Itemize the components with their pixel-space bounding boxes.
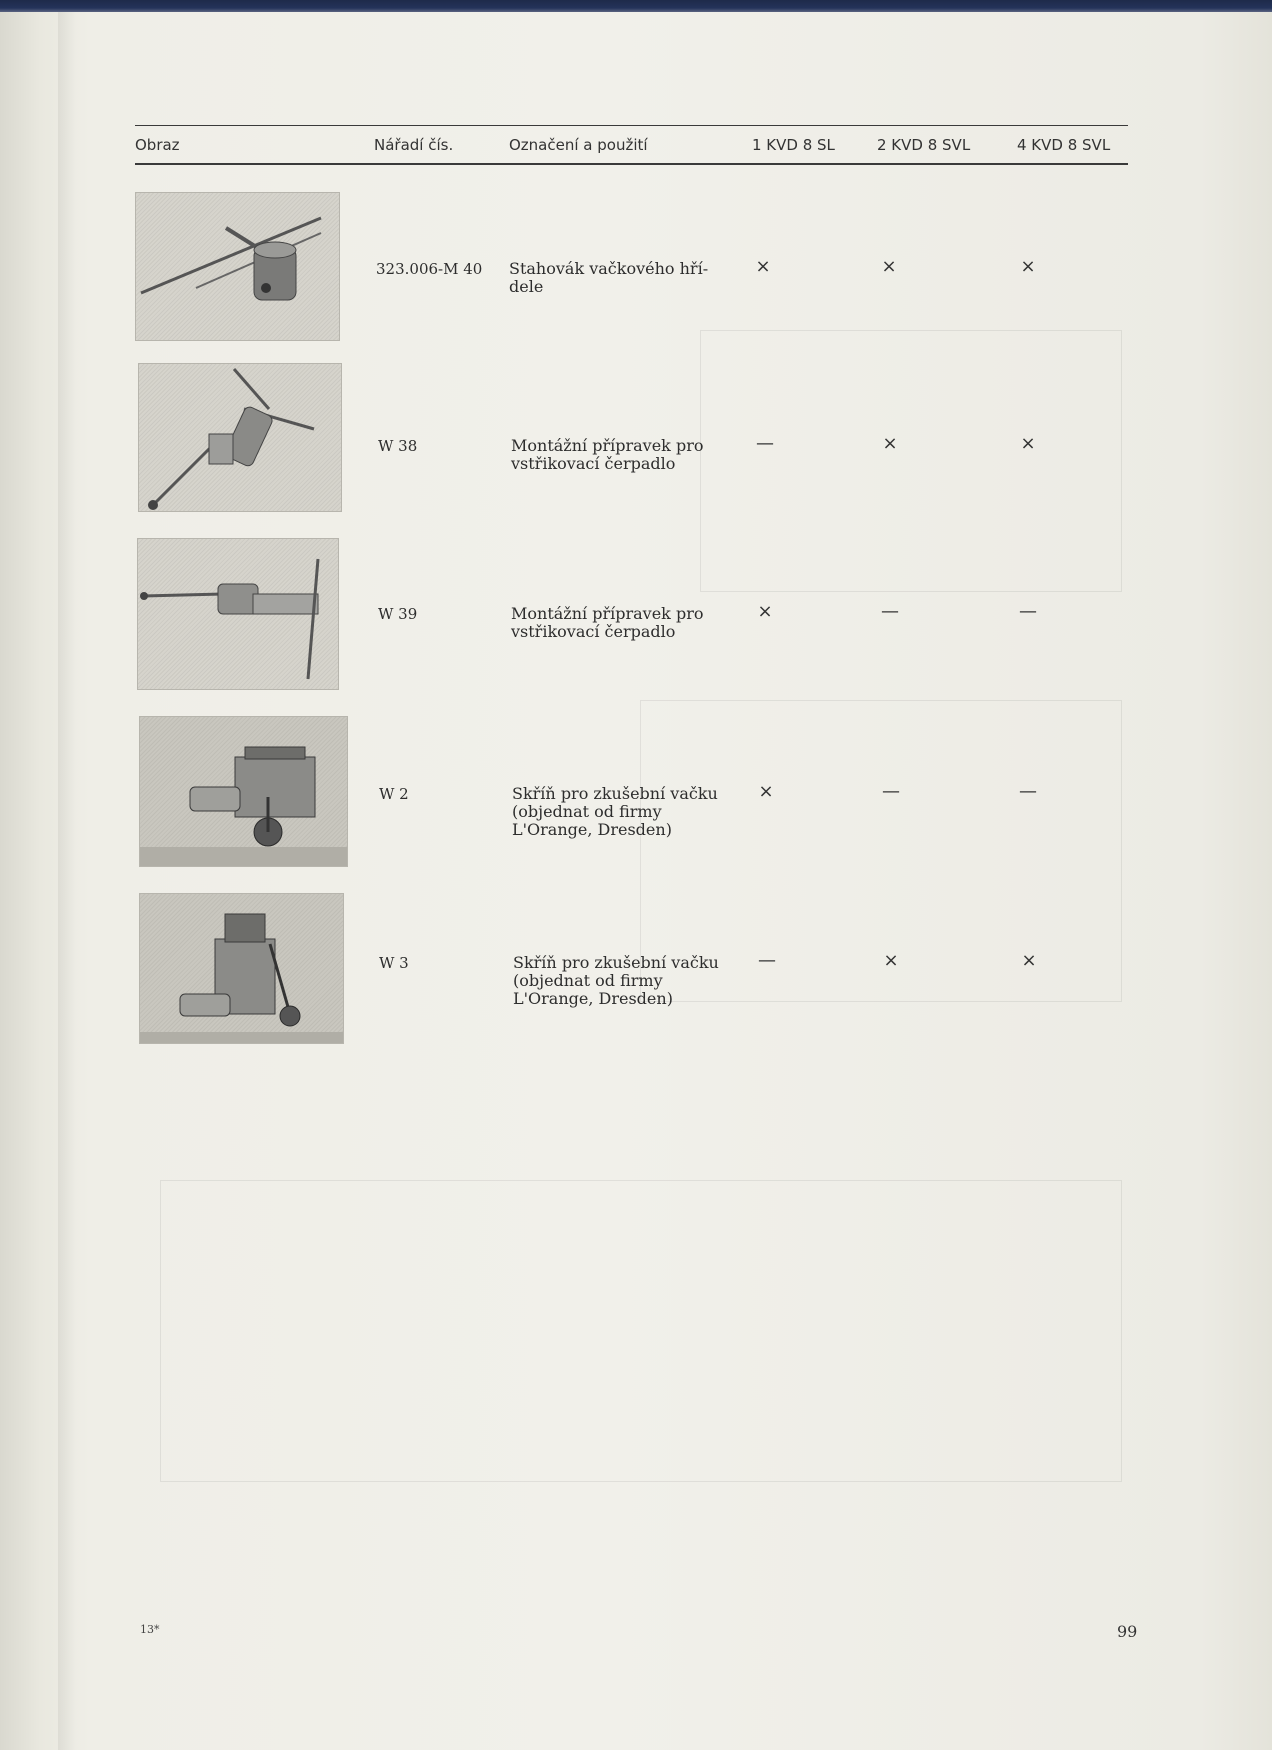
tool-description <box>511 437 731 473</box>
applicability-mark: — <box>1019 601 1037 622</box>
applicability-mark: — <box>756 433 774 454</box>
description-line: Skříň pro zkušební vačku <box>512 784 718 803</box>
description-line: Stahovák vačkového hří- <box>509 259 709 278</box>
tool-description <box>509 260 729 296</box>
cam-test-box-photo <box>139 893 344 1044</box>
description-line: (objednat od firmy <box>513 971 663 990</box>
applicability-mark: × <box>1020 256 1036 277</box>
description-line: Montážní přípravek pro <box>511 436 704 455</box>
applicability-mark: — <box>881 601 899 622</box>
tool-number: 323.006-M 40 <box>376 260 483 278</box>
page-spine-shadow <box>58 12 76 1750</box>
header-description: Označení a použití <box>509 136 648 154</box>
description-line: L'Orange, Dresden) <box>513 989 673 1008</box>
tool-description <box>513 954 753 1008</box>
cam-test-box-photo <box>139 716 348 867</box>
description-line: vstřikovací čerpadlo <box>511 622 676 641</box>
tool-description <box>512 785 752 839</box>
applicability-mark: × <box>758 781 774 802</box>
applicability-mark: × <box>757 601 773 622</box>
tool-number: W 38 <box>378 437 418 455</box>
page-number: 99 <box>1117 1622 1138 1641</box>
description-line: L'Orange, Dresden) <box>512 820 672 839</box>
applicability-mark: × <box>882 433 898 454</box>
header-engine-1: 1 KVD 8 SL <box>752 136 835 154</box>
table-top-rule <box>135 125 1128 126</box>
signature-mark: 13* <box>140 1623 160 1636</box>
applicability-mark: × <box>1020 433 1036 454</box>
table-header-rule <box>135 163 1128 165</box>
applicability-mark: — <box>1019 781 1037 802</box>
show-through-ghost <box>700 330 1122 592</box>
description-line: Skříň pro zkušební vačku <box>513 953 719 972</box>
tool-number: W 3 <box>379 954 409 972</box>
applicability-mark: × <box>883 950 899 971</box>
applicability-mark: × <box>881 256 897 277</box>
header-image: Obraz <box>135 136 180 154</box>
applicability-mark: × <box>755 256 771 277</box>
applicability-mark: — <box>758 950 776 971</box>
description-line: Montážní přípravek pro <box>511 604 704 623</box>
description-line: vstřikovací čerpadlo <box>511 454 676 473</box>
tool-description <box>511 605 731 641</box>
camshaft-puller-photo <box>135 192 340 341</box>
description-line: (objednat od firmy <box>512 802 662 821</box>
header-engine-3: 4 KVD 8 SVL <box>1017 136 1111 154</box>
description-line: dele <box>509 277 544 296</box>
header-engine-2: 2 KVD 8 SVL <box>877 136 971 154</box>
tool-number: W 2 <box>379 785 409 803</box>
injection-pump-fixture-photo <box>138 363 342 512</box>
applicability-mark: — <box>882 781 900 802</box>
tool-number: W 39 <box>378 605 418 623</box>
show-through-ghost <box>160 1180 1122 1482</box>
injection-pump-fixture-photo <box>137 538 339 690</box>
header-tool-no: Nářadí čís. <box>374 136 454 154</box>
applicability-mark: × <box>1021 950 1037 971</box>
book-cover-edge <box>0 0 1272 12</box>
